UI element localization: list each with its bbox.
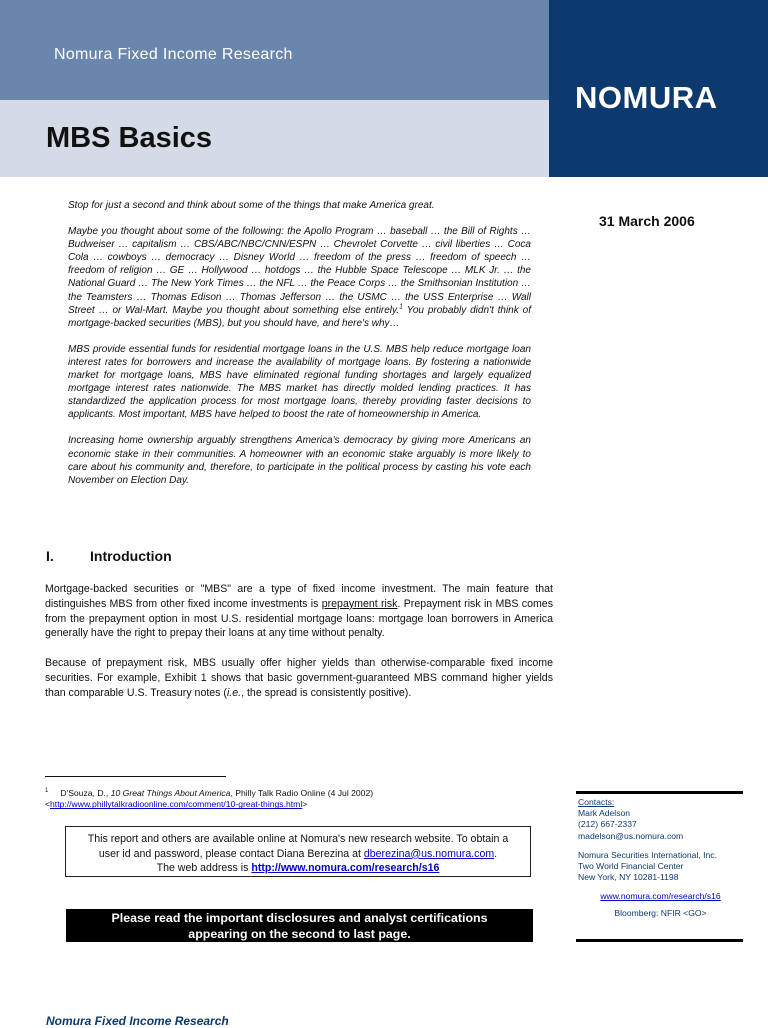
footnote-number: 1 <box>45 788 49 794</box>
bloomberg-ticker: Bloomberg: NFIR <GO> <box>614 907 707 918</box>
website-link[interactable]: www.nomura.com/research/s16 <box>600 891 721 902</box>
logo-block <box>549 0 768 177</box>
contact-email: madelson@us.nomura.com <box>578 830 684 841</box>
intro-paragraph-3: MBS provide essential funds for residential mortgage loans in the U.S. MBS help reduce mortgage loan interest rates for borrowers and increase the availability of mortgage loans. By fostering a nationwide market for mortgage loans, MBS have eliminated regional funding shortages and largely equalized mortgage interest rates nationwide. The MBS market has directly molded lending practices. It has standardized the application process for most mortgage loans, thereby providing faster decisions to applicants. Most important, MBS have helped to boost the rate of homeownership in America. <box>68 343 531 421</box>
nomura-logo: NOMURA <box>575 80 718 115</box>
disclosure-line-2: appearing on the second to last page. <box>188 927 411 941</box>
notice-line-1: This report and others are available online at Nomura's new research website. To obtain a <box>87 833 509 845</box>
footnote-ref: 1 <box>399 303 403 311</box>
research-website-notice <box>65 826 531 877</box>
notice-line-2-text: user id and password, please contact Diana Berezina at <box>98 847 364 860</box>
title-band <box>0 100 549 177</box>
body-paragraph-1 <box>45 582 553 641</box>
body-paragraph-2 <box>45 656 553 700</box>
footnote-rest: , Philly Talk Radio Online (4 Jul 2002) <box>230 787 374 798</box>
notice-line-2-end: . <box>494 847 498 860</box>
footnote-link[interactable]: http://www.phillytalkradioonline.com/comment/10-great-things.html <box>50 799 303 810</box>
footer-text: Nomura Fixed Income Research <box>46 1014 229 1028</box>
footnote-open: < <box>45 799 51 810</box>
address-line-1: Two World Financial Center <box>578 861 684 872</box>
contacts-box <box>576 791 743 942</box>
intro-paragraph-2-main: Maybe you thought about some of the following: the Apollo Program … baseball … the Bill of Rights … Budweiser … capitalism … CBS/ABC/NBC/CNN/ESPN … Chevrolet Corvette … civil liberties … Coca Cola … cowboys … democracy … Disney World … freedom of the press … freedom of speech … freedom of religion … GE … Hollywood … hotdogs … the Hubble Space Telescope … MLK Jr. … the National Guard … The New York Times … the NFL … the Peace Corps … the Smithsonian Institution … the Teamsters … Thomas Edison … Thomas Jefferson … the USMC … the USS Enterprise … Wall Street … or Wal-Mart. Maybe you thought about something else entirely. <box>68 226 531 316</box>
notice-line-2 <box>66 847 530 862</box>
body-text <box>45 582 553 716</box>
body-paragraph-2-a: Because of prepayment risk, MBS usually offer higher yields than otherwise-comparable fixed income securities. For example, Exhibit 1 shows that basic government-guaranteed MBS command higher yields than comparable U.S. Treasury notes ( <box>45 657 553 699</box>
ie-abbrev: i.e. <box>226 686 242 699</box>
header-band <box>0 0 549 100</box>
prepayment-risk-term: prepayment risk <box>321 597 398 610</box>
section-number: I. <box>46 548 54 564</box>
contact-phone: (212) 667-2337 <box>578 819 637 830</box>
intro-paragraph-1: Stop for just a second and think about some of the things that make America great. <box>68 200 435 211</box>
section-heading <box>46 548 172 564</box>
department-name: Nomura Fixed Income Research <box>54 46 293 63</box>
body-paragraph-1-b: . Prepayment risk in MBS comes from the prepayment option in most U.S. residential mortgage loans: mortgage loan borrowers in America generally have the right to prepay their loans at any time without penalty. <box>45 597 553 640</box>
disclosure-line-1: Please read the important disclosures and analyst certifications <box>111 911 488 925</box>
section-title: Introduction <box>90 548 172 564</box>
footnote-close: > <box>302 799 308 810</box>
intro-paragraph-2-tail: You probably didn't think of mortgage-backed securities (MBS), but you should have, and here's why… <box>68 304 531 329</box>
page-title: MBS Basics <box>46 122 213 154</box>
notice-line-3-text: The web address is <box>156 862 252 875</box>
intro-text <box>68 199 531 500</box>
footnote-divider <box>45 776 226 777</box>
company-name: Nomura Securities International, Inc. <box>578 849 717 860</box>
contacts-label: Contacts: <box>578 797 615 807</box>
address-line-2: New York, NY 10281-1198 <box>578 872 679 883</box>
body-paragraph-1-a: Mortgage-backed securities or "MBS" are a type of fixed income investment. The main feature that distinguishes MBS from other fixed income investments is <box>45 583 553 610</box>
contact-email-link[interactable]: dberezina@us.nomura.com <box>363 847 495 860</box>
body-paragraph-2-b: , the spread is consistently positive). <box>241 686 412 699</box>
intro-paragraph-4: Increasing home ownership arguably strengthens America's democracy by giving more Americans an economic stake in their communities. A homeowner with an economic stake arguably is more likely to care about his community and, therefore, to participate in the political process by casting his vote each November on Election Day. <box>68 435 531 486</box>
report-date: 31 March 2006 <box>599 213 695 229</box>
footnote <box>45 786 553 811</box>
notice-line-3 <box>66 861 530 876</box>
research-website-link[interactable]: http://www.nomura.com/research/s16 <box>251 862 440 875</box>
disclosure-banner <box>66 909 533 942</box>
footnote-author: D'Souza, D., <box>60 787 111 798</box>
footnote-work: 10 Great Things About America <box>110 787 231 798</box>
contact-name: Mark Adelson <box>578 808 631 819</box>
intro-paragraph-2 <box>68 225 531 330</box>
